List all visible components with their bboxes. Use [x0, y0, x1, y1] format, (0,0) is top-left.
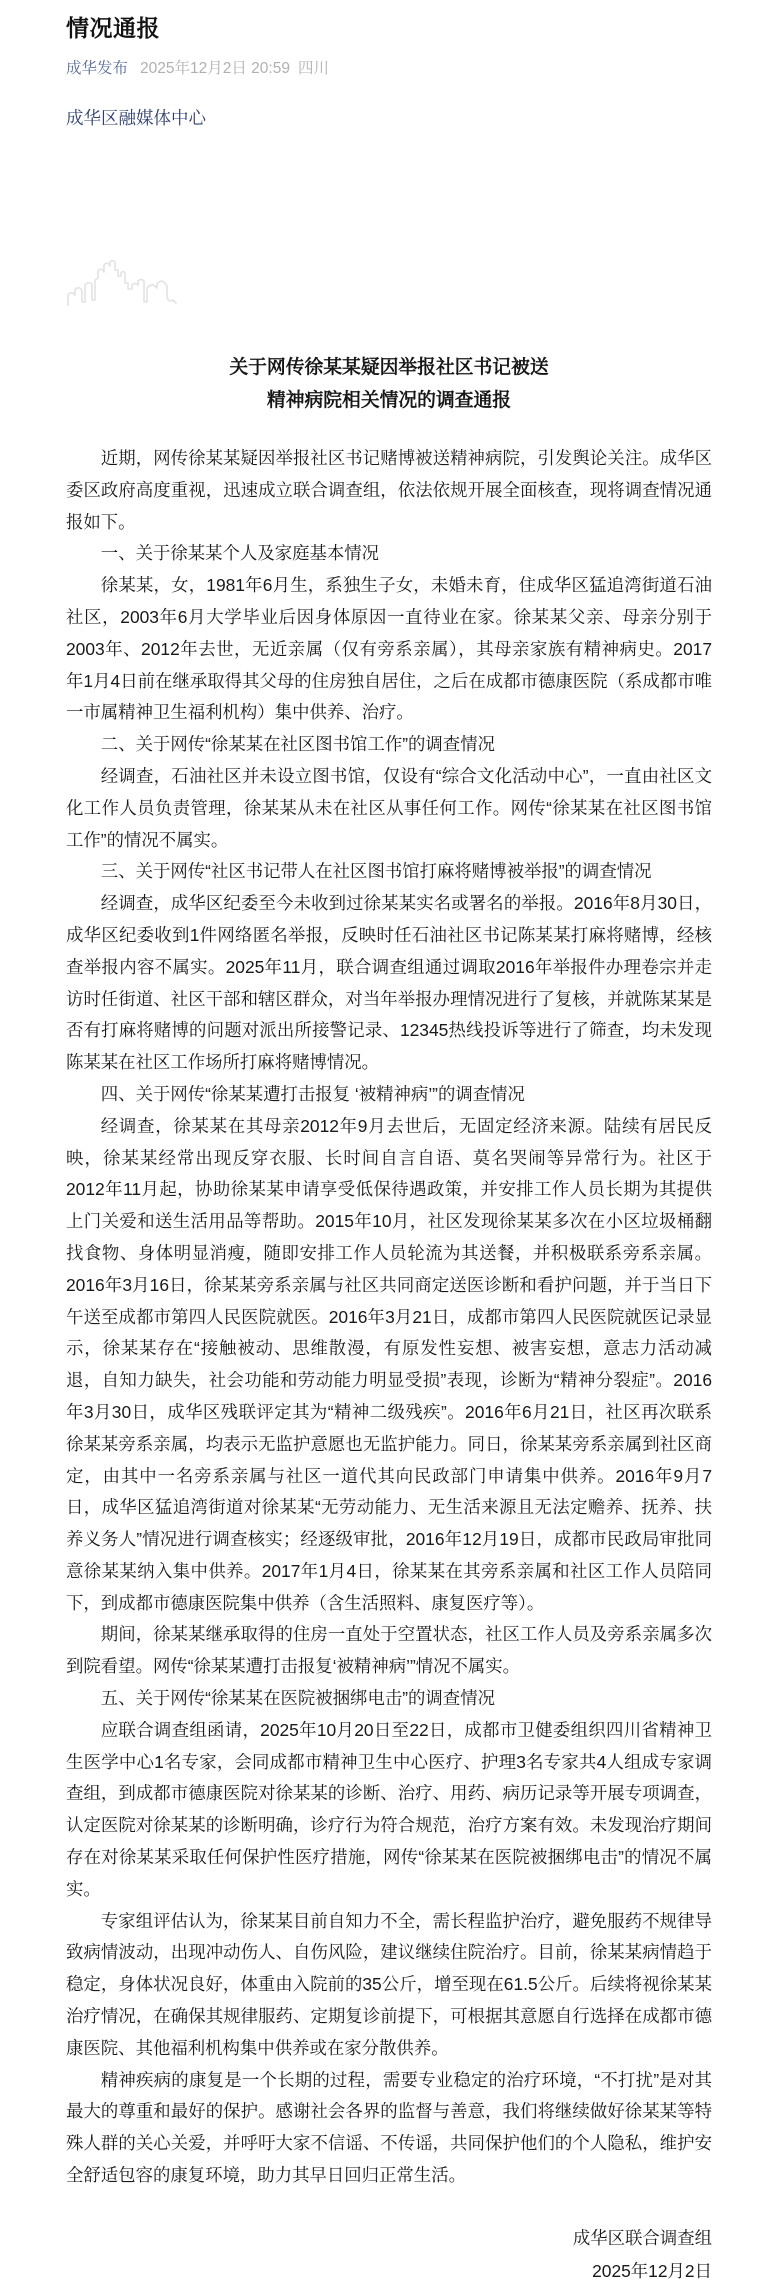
article-body — [66, 443, 712, 2192]
city-skyline-icon — [67, 258, 183, 306]
article-title-line: 精神病院相关情况的调查通报 — [266, 389, 512, 410]
article-paragraph: 近期，网传徐某某疑因举报社区书记赌博被送精神病院，引发舆论关注。成华区委区政府高度重视，迅速成立联合调查组，依法依规开展全面核查，现将调查情况通报如下。 — [66, 448, 712, 532]
page-title: 情况通报 — [66, 15, 160, 41]
article-meta — [66, 56, 712, 78]
publish-datetime: 2025年12月2日 20:59 — [140, 60, 290, 77]
article-paragraph: 期间，徐某某继承取得的住房一直处于空置状态，社区工作人员及旁系亲属多次到院看望。网传“徐某某遭打击报复‘被精神病’”情况不属实。 — [66, 1624, 712, 1677]
section-heading: 三、关于网传“社区书记带人在社区图书馆打麻将赌博被举报”的调查情况 — [100, 861, 652, 882]
article-title-line: 关于网传徐某某疑因举报社区书记被送 — [229, 356, 549, 377]
hero-image — [66, 130, 712, 350]
signature-line: 2025年12月2日 — [592, 2260, 712, 2281]
section-heading: 五、关于网传“徐某某在医院被捆绑电击”的调查情况 — [100, 1688, 495, 1709]
article-paragraph: 应联合调查组函请，2025年10月20日至22日，成都市卫健委组织四川省精神卫生医学中心1名专家，会同成都市精神卫生中心医疗、护理3名专家共4人组成专家调查组，到成都市德康医院对徐某某的诊断、治疗、用药、病历记录等开展专项调查，认定医院对徐某某的诊断明确，诊疗行为符合规范，治疗方案有效。未发现治疗期间存在对徐某某采取任何保护性医疗措施，网传“徐某某在医院被捆绑电击”的情况不属实。 — [66, 1719, 712, 1899]
article-title — [66, 350, 712, 416]
signature-line: 成华区联合调查组 — [572, 2227, 712, 2248]
section-heading: 四、关于网传“徐某某遭打击报复 ‘被精神病’”的调查情况 — [100, 1083, 525, 1104]
account-name-link[interactable]: 成华发布 — [66, 60, 129, 77]
article-paragraph: 专家组评估认为，徐某某目前自知力不全，需长程监护治疗，避免服药不规律导致病情波动，出现冲动伤人、自伤风险，建议继续住院治疗。目前，徐某某病情趋于稳定，身体状况良好，体重由入院前的35公斤，增至现在61.5公斤。后续将视徐某某治疗情况，在确保其规律服药、定期复诊前提下，可根据其意愿自行选择在成都市德康医院、其他福利机构集中供养或在家分散供养。 — [66, 1910, 712, 2058]
signature-block — [66, 2222, 712, 2288]
byline-media-center[interactable]: 成华区融媒体中心 — [66, 108, 206, 128]
article-paragraph: 经调查，徐某某在其母亲2012年9月去世后，无固定经济来源。陆续有居民反映，徐某某经常出现反穿衣服、长时间自言自语、莫名哭闹等异常行为。社区于2012年11月起，协助徐某某申请享受低保待遇政策，并安排工作人员长期为其提供上门关爱和送生活用品等帮助。2015年10月，社区发现徐某某多次在小区垃圾桶翻找食物、身体明显消瘦，随即安排工作人员轮流为其送餐，并积极联系旁系亲属。2016年3月16日，徐某某旁系亲属与社区共同商定送医诊断和看护问题，并于当日下午送至成都市第四人民医院就医。2016年3月21日，成都市第四人民医院就医记录显示，徐某某存在“接触被动、思维散漫，有原发性妄想、被害妄想，意志力活动减退，自知力缺失，社会功能和劳动能力明显受损”表现，诊断为“精神分裂症”。2016年3月30日，成华区残联评定其为“精神二级残疾”。2016年6月21日，社区再次联系徐某某旁系亲属，均表示无监护意愿也无监护能力。同日，徐某某旁系亲属到社区商定，由其中一名旁系亲属与社区一道代其向民政部门申请集中供养。2016年9月7日，成华区猛追湾街道对徐某某“无劳动能力、无生活来源且无法定赡养、抚养、扶养义务人”情况进行调查核实；经逐级审批，2016年12月19日，成都市民政局审批同意徐某某纳入集中供养。2017年1月4日，徐某某在其旁系亲属和社区工作人员陪同下，到成都市德康医院集中供养（含生活照料、康复医疗等）。 — [66, 1115, 712, 1613]
section-heading: 一、关于徐某某个人及家庭基本情况 — [100, 543, 380, 564]
section-heading: 二、关于网传“徐某某在社区图书馆工作”的调查情况 — [100, 734, 495, 755]
article-paragraph: 经调查，成华区纪委至今未收到过徐某某实名或署名的举报。2016年8月30日，成华区纪委收到1件网络匿名举报，反映时任石油社区书记陈某某打麻将赌博，经核查举报内容不属实。2025年11月，联合调查组通过调取2016年举报件办理卷宗并走访时任街道、社区干部和辖区群众，对当年举报办理情况进行了复核，并就陈某某是否有打麻将赌博的问题对派出所接警记录、12345热线投诉等进行了筛查，均未发现陈某某在社区工作场所打麻将赌博情况。 — [66, 893, 712, 1073]
article-paragraph: 经调查，石油社区并未设立图书馆，仅设有“综合文化活动中心”，一直由社区文化工作人员负责管理，徐某某从未在社区从事任何工作。网传“徐某某在社区图书馆工作”的情况不属实。 — [66, 765, 712, 850]
publish-location: 四川 — [297, 60, 329, 77]
article-paragraph: 精神疾病的康复是一个长期的过程，需要专业稳定的治疗环境，“不打扰”是对其最大的尊重和最好的保护。感谢社会各界的监督与善意，我们将继续做好徐某某等特殊人群的关心关爱，并呼吁大家不信谣、不传谣，共同保护他们的个人隐私，维护安全舒适包容的康复环境，助力其早日回归正常生活。 — [66, 2069, 712, 2186]
article-paragraph: 徐某某，女，1981年6月生，系独生子女，未婚未育，住成华区猛追湾街道石油社区，2003年6月大学毕业后因身体原因一直待业在家。徐某某父亲、母亲分别于2003年、2012年去世，无近亲属（仅有旁系亲属），其母亲家族有精神病史。2017年1月4日前在继承取得其父母的住房独自居住，之后在成都市德康医院（系成都市唯一市属精神卫生福利机构）集中供养、治疗。 — [66, 575, 712, 723]
